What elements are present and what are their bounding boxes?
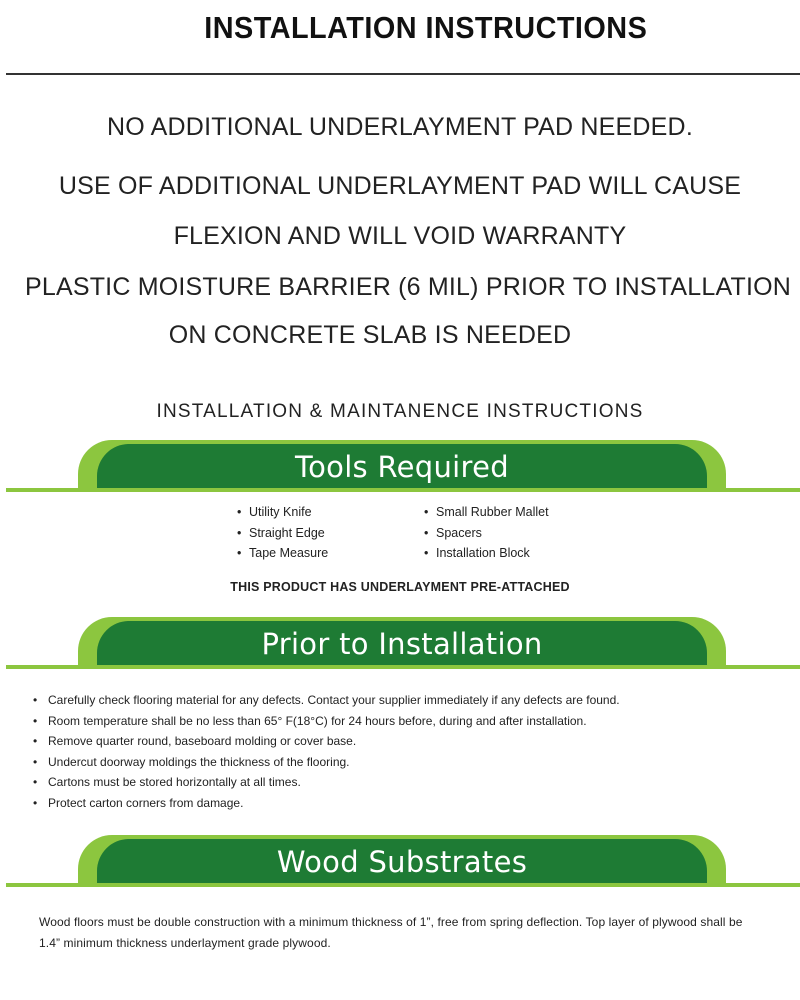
- wood-banner: [0, 835, 800, 887]
- tool-item: • Utility Knife: [237, 502, 328, 523]
- list-item: • Carefully check flooring material for any defects. Contact your supplier immediately if any defects are found.: [33, 690, 620, 711]
- notice-moisture-barrier-line2: ON CONCRETE SLAB IS NEEDED: [168, 321, 572, 349]
- tool-item: • Tape Measure: [237, 543, 328, 564]
- prior-banner: [0, 617, 800, 669]
- banner-rule: [6, 488, 800, 492]
- notice-void-warranty-line1: USE OF ADDITIONAL UNDERLAYMENT PAD WILL CAUSE: [58, 172, 742, 200]
- wood-heading: Wood Substrates: [276, 845, 528, 879]
- list-item: • Protect carton corners from damage.: [33, 793, 620, 814]
- list-item: • Room temperature shall be no less than 65° F(18°C) for 24 hours before, during and after installation.: [33, 711, 620, 732]
- banner-tab: [97, 444, 707, 490]
- tool-item: • Installation Block: [424, 543, 549, 564]
- list-item: • Undercut doorway moldings the thickness of the flooring.: [33, 752, 620, 773]
- notice-no-pad: NO ADDITIONAL UNDERLAYMENT PAD NEEDED.: [107, 113, 693, 141]
- wood-substrate-text: Wood floors must be double construction with a minimum thickness of 1”, free from spring deflection. Top layer of plywood shall be 1.4” minimum thickness underlayment grade plywood.: [39, 915, 743, 950]
- tools-banner: [0, 440, 800, 492]
- tool-item: • Straight Edge: [237, 523, 328, 544]
- tools-list-left: [237, 502, 328, 564]
- banner-tab: [97, 621, 707, 667]
- banner-rule: [6, 883, 800, 887]
- notice-void-warranty-line2: FLEXION AND WILL VOID WARRANTY: [173, 222, 627, 250]
- tools-heading: Tools Required: [295, 450, 509, 484]
- title-divider: [6, 73, 800, 75]
- tools-list-right: [424, 502, 549, 564]
- section-subheading: INSTALLATION & MAINTANENCE INSTRUCTIONS: [156, 401, 644, 422]
- tool-item: • Spacers: [424, 523, 549, 544]
- banner-rule: [6, 665, 800, 669]
- banner-tab: [97, 839, 707, 885]
- list-item: • Cartons must be stored horizontally at all times.: [33, 772, 620, 793]
- underlayment-note: THIS PRODUCT HAS UNDERLAYMENT PRE-ATTACHED: [230, 580, 570, 594]
- page-title: INSTALLATION INSTRUCTIONS: [204, 10, 648, 45]
- prior-heading: Prior to Installation: [261, 627, 543, 661]
- notice-moisture-barrier-line1: PLASTIC MOISTURE BARRIER (6 MIL) PRIOR TO INSTALLATION: [24, 273, 792, 301]
- tool-item: • Small Rubber Mallet: [424, 502, 549, 523]
- list-item: • Remove quarter round, baseboard molding or cover base.: [33, 731, 620, 752]
- prior-list: [33, 690, 620, 813]
